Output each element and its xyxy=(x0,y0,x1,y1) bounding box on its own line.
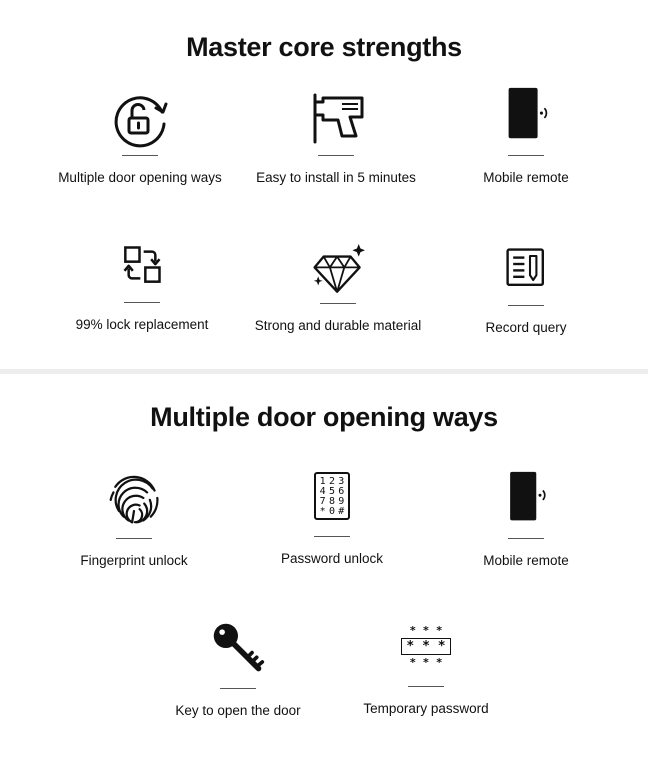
password-mask-row: * * * xyxy=(409,624,443,637)
feature-label: Password unlock xyxy=(280,551,384,566)
password-mask-row-highlighted: * * * xyxy=(401,638,451,655)
fingerprint-icon xyxy=(104,470,164,526)
keypad-key: 9 xyxy=(338,496,345,507)
feature-lock-replacement xyxy=(42,245,242,332)
keypad-key: 3 xyxy=(338,476,345,487)
feature-record-query xyxy=(426,248,626,335)
keypad-key: 6 xyxy=(338,486,345,497)
feature-label: Easy to install in 5 minutes xyxy=(256,170,416,185)
feature-fingerprint xyxy=(34,470,234,568)
feature-easy-install xyxy=(236,90,436,185)
password-mask-row: * * * xyxy=(409,656,443,669)
feature-label: Temporary password xyxy=(363,701,489,716)
unlock-cycle-icon xyxy=(110,90,170,150)
keypad-key: 8 xyxy=(328,496,335,507)
feature-label: 99% lock replacement xyxy=(75,317,209,332)
feature-multiple-door-opening xyxy=(40,90,240,185)
keypad-icon xyxy=(314,472,350,520)
keypad-key: # xyxy=(338,506,345,517)
feature-label: Fingerprint unlock xyxy=(80,553,188,568)
divider-rule xyxy=(116,538,152,539)
drill-icon xyxy=(306,90,366,150)
section-divider-band xyxy=(0,369,648,374)
feature-label: Mobile remote xyxy=(483,170,569,185)
key-icon xyxy=(208,620,268,676)
divider-rule xyxy=(314,536,350,537)
section-title-door-opening: Multiple door opening ways xyxy=(150,402,498,432)
feature-temporary-password xyxy=(326,624,526,716)
divider-rule xyxy=(220,688,256,689)
feature-label: Strong and durable material xyxy=(254,318,422,333)
section-title-core-strengths: Master core strengths xyxy=(186,32,462,62)
feature-durable-material xyxy=(238,244,438,333)
divider-rule xyxy=(508,155,544,156)
temporary-password-icon xyxy=(400,624,452,670)
feature-label: Multiple door opening ways xyxy=(58,170,222,185)
divider-rule xyxy=(124,302,160,303)
divider-rule xyxy=(508,538,544,539)
keypad-key: 5 xyxy=(328,486,335,497)
divider-rule xyxy=(408,686,444,687)
divider-rule xyxy=(318,155,354,156)
feature-key-open xyxy=(138,620,338,718)
keypad-key: 2 xyxy=(328,476,335,487)
feature-password-unlock xyxy=(232,472,432,566)
record-list-icon xyxy=(496,248,556,296)
divider-rule xyxy=(320,303,356,304)
divider-rule xyxy=(122,155,158,156)
keypad-key: 7 xyxy=(319,496,326,507)
feature-mobile-remote xyxy=(426,86,626,185)
feature-label: Key to open the door xyxy=(175,703,301,718)
swap-icon xyxy=(112,245,172,295)
feature-label: Record query xyxy=(485,320,567,335)
divider-rule xyxy=(508,305,544,306)
phone-signal-icon xyxy=(496,86,556,144)
keypad-key: 0 xyxy=(328,506,335,517)
keypad-key: 4 xyxy=(319,486,326,497)
feature-label: Mobile remote xyxy=(483,553,569,568)
keypad-key: * xyxy=(319,506,326,517)
keypad-key: 1 xyxy=(319,476,326,487)
phone-signal-icon xyxy=(496,470,556,526)
diamond-icon xyxy=(308,244,368,298)
feature-mobile-remote-2 xyxy=(426,470,626,568)
